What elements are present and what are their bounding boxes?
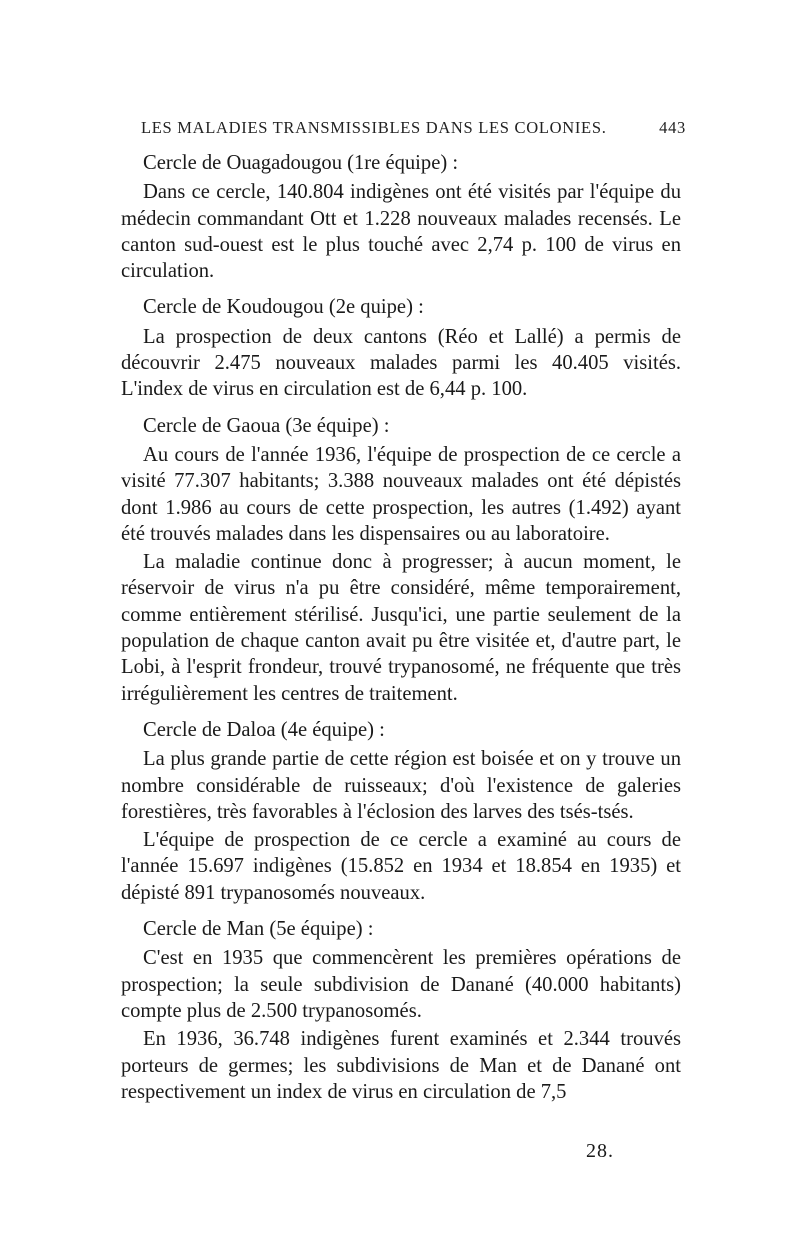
paragraph: C'est en 1935 que commencèrent les premières opérations de prospection; la seule subdivision de Danané (40.000 habitants) compte plus de 2.500 trypanosomés. — [121, 947, 681, 1022]
section-heading: Cercle de Daloa (4e équipe) : — [143, 718, 385, 741]
paragraph: En 1936, 36.748 indigènes furent examinés et 2.344 trouvés porteurs de germes; les subdivisions de Man et de Danané ont respectivement un index de virus en circulation de 7,5 — [121, 1028, 681, 1103]
paragraph: Au cours de l'année 1936, l'équipe de prospection de ce cercle a visité 77.307 habitants; 3.388 nouveaux malades ont été dépistés dont 1.986 au cours de cette prospection, les autres (1.492) ayant été trouvés malades dans les dispensaires ou au laboratoire. — [121, 443, 681, 545]
section-heading: Cercle de Ouagadougou (1re équipe) : — [143, 152, 459, 174]
section-heading: Cercle de Gaoua (3e équipe) : — [143, 414, 390, 437]
section-heading: Cercle de Koudougou (2e quipe) : — [143, 296, 424, 319]
paragraph: Dans ce cercle, 140.804 indigènes ont été visités par l'équipe du médecin commandant Ott et 1.228 nouveaux malades recensés. Le canton sud-ouest est le plus touché avec 2,74 p. 100 de virus en circulation. — [121, 181, 681, 283]
running-title: LES MALADIES TRANSMISSIBLES DANS LES COLONIES. — [141, 118, 607, 137]
paragraph: La prospection de deux cantons (Réo et Lallé) a permis de découvrir 2.475 nouveaux malades parmi les 40.405 visités. L'index de virus en circulation est de 6,44 p. 100. — [121, 325, 681, 401]
running-head — [141, 118, 686, 138]
paragraph: L'équipe de prospection de ce cercle a examiné au cours de l'année 15.697 indigènes (15.852 en 1934 et 18.854 en 1935) et dépisté 891 trypanosomés nouveaux. — [121, 829, 681, 904]
paragraph: La maladie continue donc à progresser; à aucun moment, le réservoir de virus n'a pu être considéré, même temporairement, comme entièrement stérilisé. Jusqu'ici, une partie seulement de la population de chaque canton avait pu être visitée et, d'autre part, le Lobi, à l'esprit frondeur, trouvé trypanosomé, ne fréquente que très irrégulièrement les centres de traitement. — [121, 551, 681, 705]
body-text — [121, 150, 681, 1105]
section-heading: Cercle de Man (5e équipe) : — [143, 918, 374, 941]
page-number: 443 — [659, 118, 686, 137]
paragraph: La plus grande partie de cette région est boisée et on y trouve un nombre considérable de ruisseaux; d'où l'existence de galeries forestières, très favorables à l'éclosion des larves des tsés-tsés. — [121, 748, 681, 823]
signature-mark: 28. — [586, 1140, 614, 1162]
